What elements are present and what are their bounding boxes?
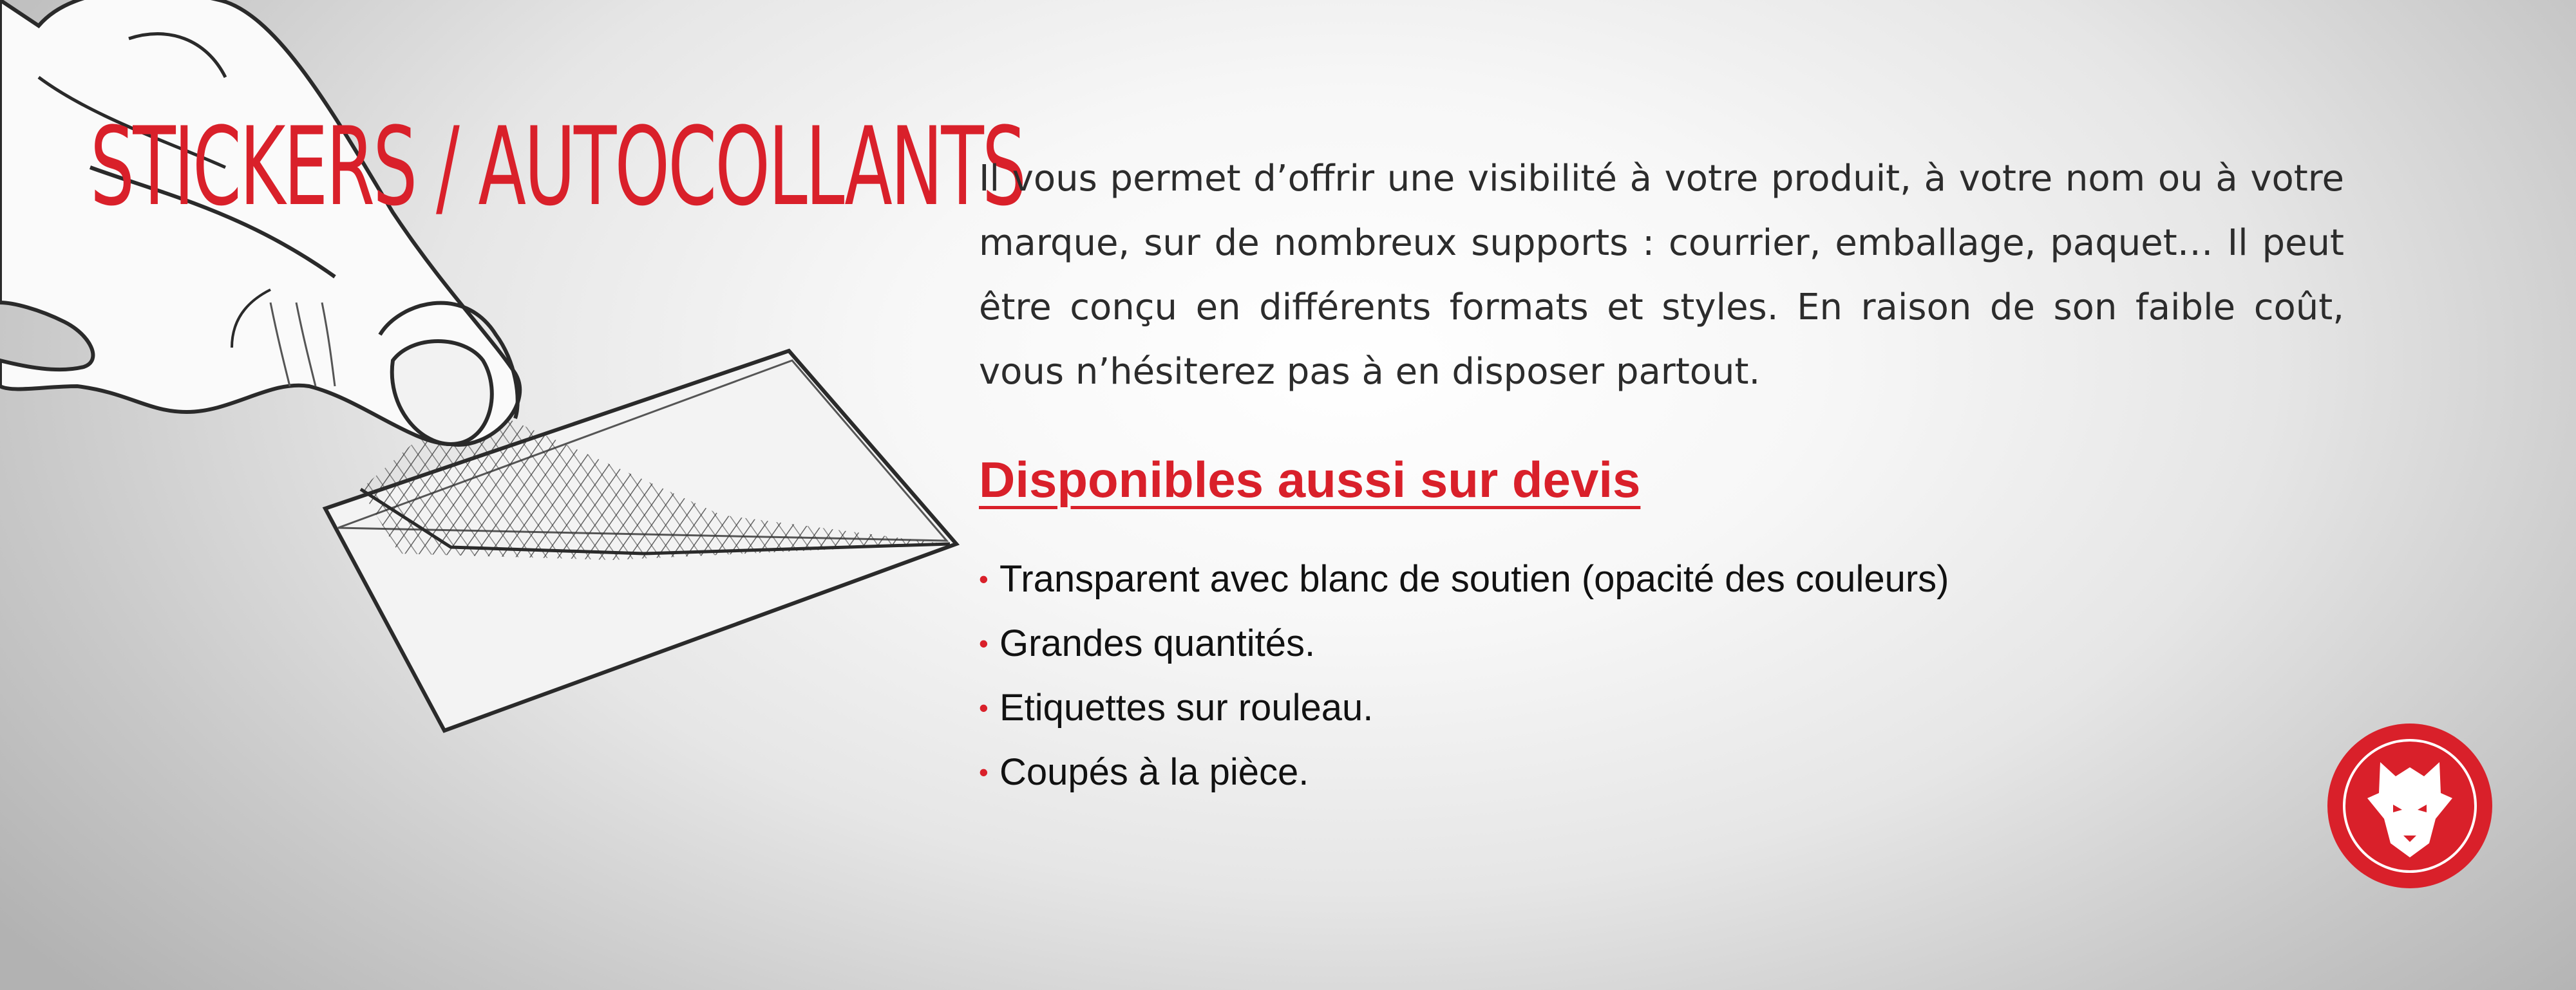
availability-subtitle: Disponibles aussi sur devis	[979, 451, 1641, 508]
feature-item	[979, 676, 1949, 740]
bullet-icon: •	[979, 757, 989, 787]
page-title: STICKERS / AUTOCOLLANTS	[90, 104, 1025, 230]
feature-item	[979, 612, 1949, 676]
feature-item	[979, 547, 1949, 612]
feature-label: Etiquettes sur rouleau.	[999, 687, 1374, 729]
feature-label: Coupés à la pièce.	[999, 751, 1309, 793]
bullet-icon: •	[979, 693, 989, 723]
bullet-icon: •	[979, 628, 989, 658]
feature-label: Grandes quantités.	[999, 622, 1316, 664]
wolf-logo-icon[interactable]	[2326, 722, 2494, 890]
feature-list	[979, 547, 1949, 805]
feature-item	[979, 740, 1949, 805]
bullet-icon: •	[979, 564, 989, 594]
feature-label: Transparent avec blanc de soutien (opacité des couleurs)	[999, 558, 1949, 600]
description-text: Il vous permet d’offrir une visibilité à votre produit, à votre nom ou à votre marque, sur de nombreux supports : courrier, emballage, paquet… Il peut être conçu en différents formats et styles. En raison de son faible coût, vous n’hésiterez pas à en disposer partout.	[979, 158, 2344, 393]
